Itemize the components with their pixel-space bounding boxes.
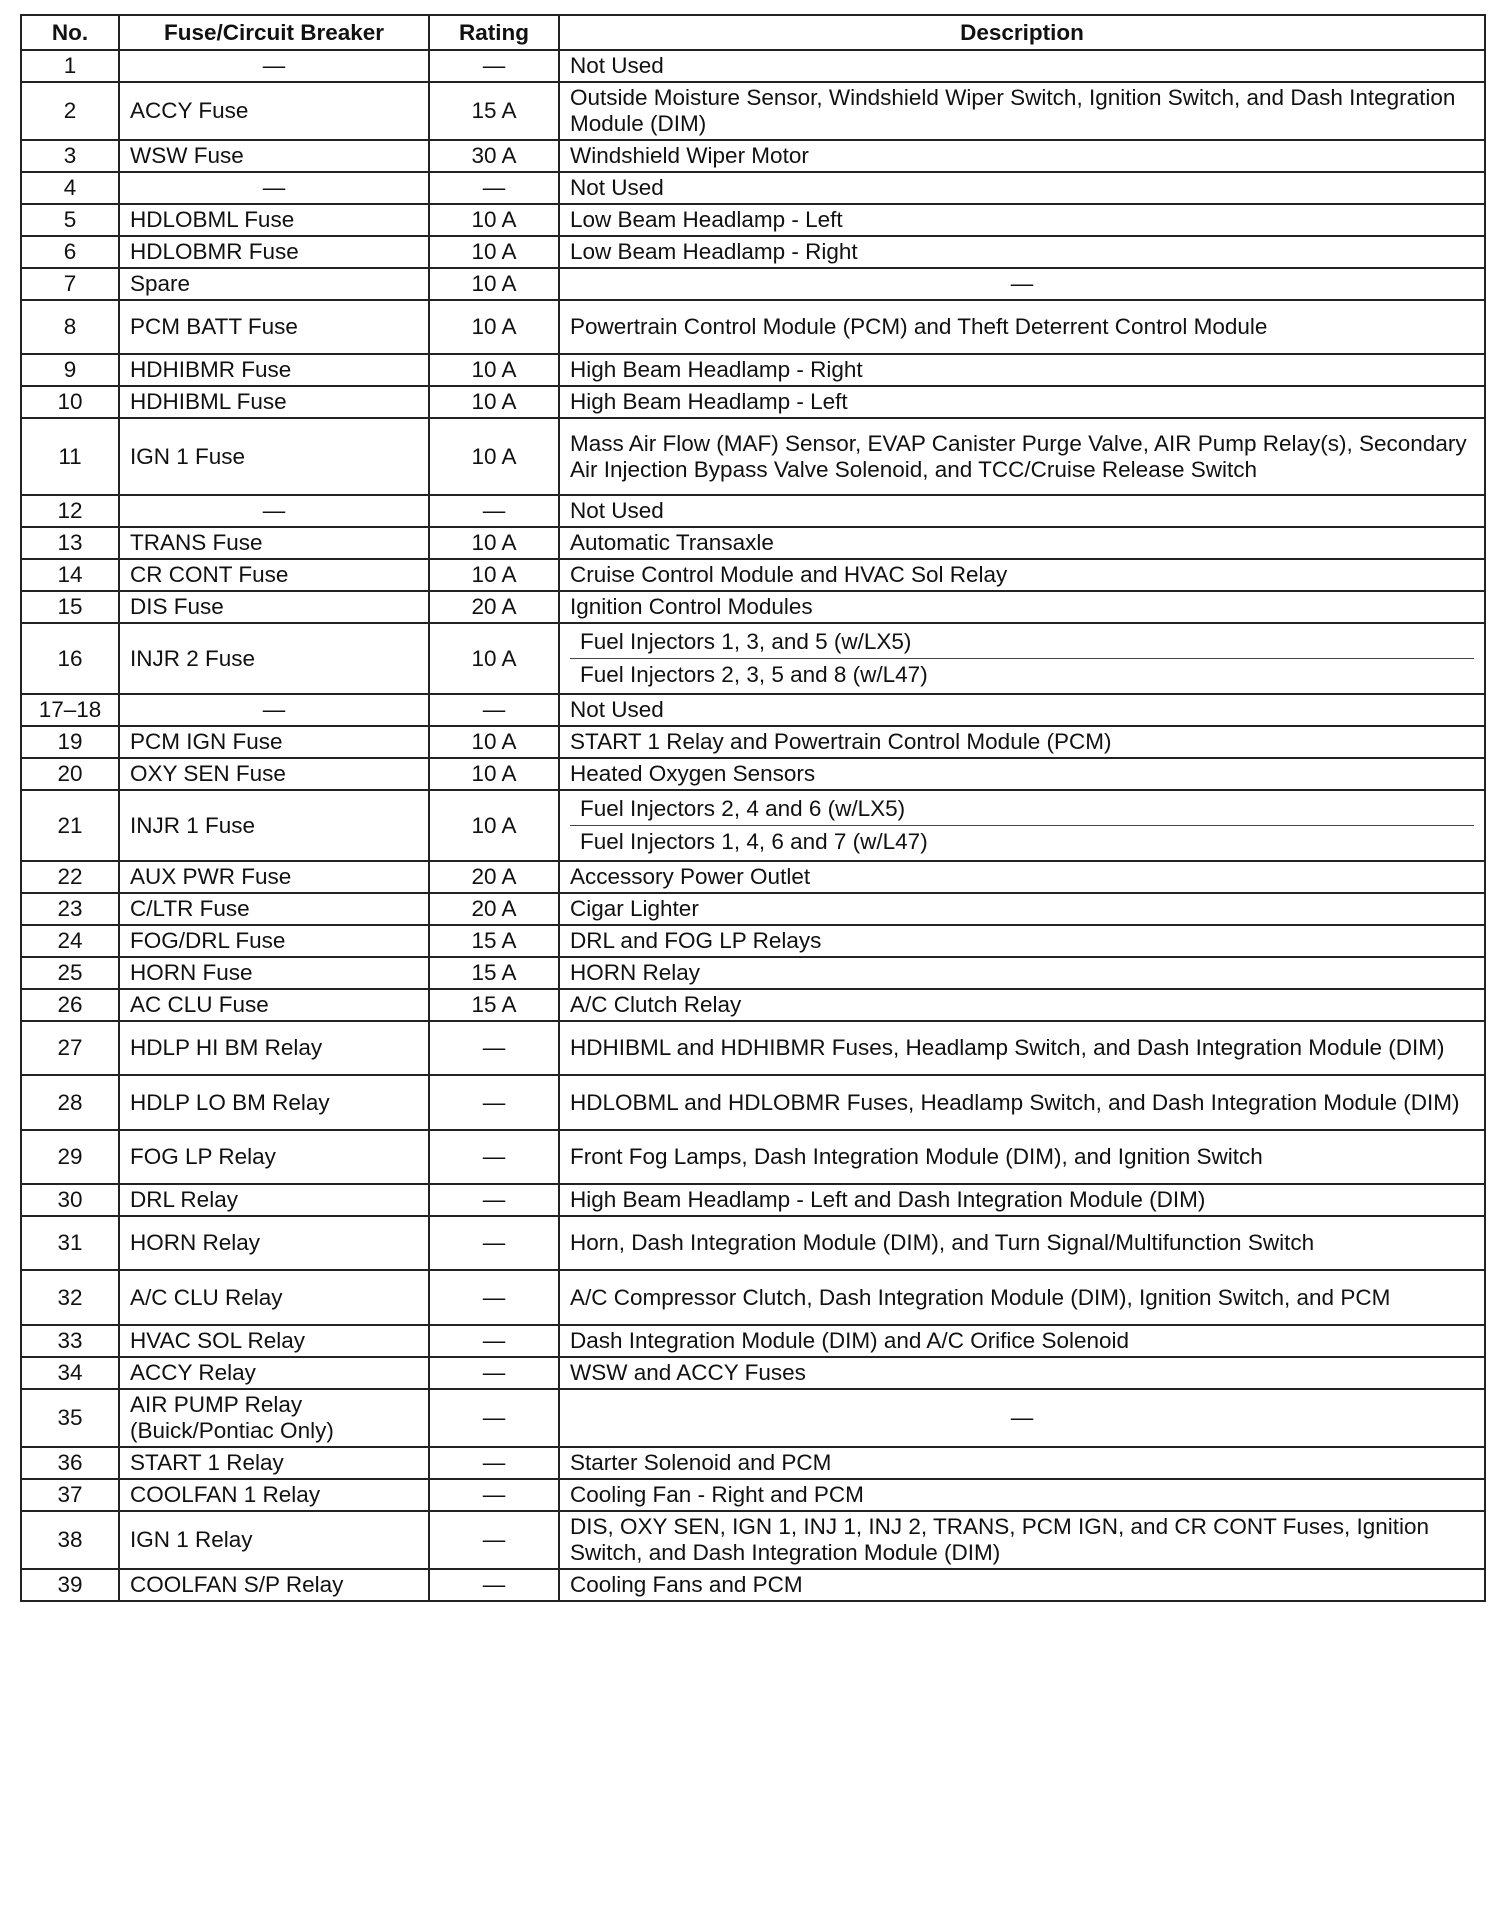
- cell-fuse: OXY SEN Fuse: [119, 758, 429, 790]
- table-row: [21, 418, 1485, 495]
- cell-fuse: PCM IGN Fuse: [119, 726, 429, 758]
- cell-fuse: FOG LP Relay: [119, 1130, 429, 1184]
- cell-description: Automatic Transaxle: [559, 527, 1485, 559]
- cell-no: 12: [21, 495, 119, 527]
- cell-rating: 10 A: [429, 418, 559, 495]
- cell-rating: 20 A: [429, 893, 559, 925]
- cell-rating: 15 A: [429, 989, 559, 1021]
- cell-no: 7: [21, 268, 119, 300]
- cell-rating: 10 A: [429, 623, 559, 694]
- cell-fuse: HDLP HI BM Relay: [119, 1021, 429, 1075]
- cell-no: 38: [21, 1511, 119, 1569]
- table-row: [21, 204, 1485, 236]
- cell-fuse: IGN 1 Fuse: [119, 418, 429, 495]
- description-line: Fuel Injectors 1, 3, and 5 (w/LX5): [580, 629, 912, 654]
- cell-fuse: COOLFAN S/P Relay: [119, 1569, 429, 1601]
- cell-no: 6: [21, 236, 119, 268]
- cell-description: Not Used: [559, 694, 1485, 726]
- cell-no: 13: [21, 527, 119, 559]
- cell-rating: 20 A: [429, 861, 559, 893]
- cell-fuse: —: [119, 172, 429, 204]
- cell-fuse: PCM BATT Fuse: [119, 300, 429, 354]
- cell-description: Heated Oxygen Sensors: [559, 758, 1485, 790]
- table-row: [21, 386, 1485, 418]
- table-row: [21, 1075, 1485, 1130]
- cell-no: 25: [21, 957, 119, 989]
- cell-no: 5: [21, 204, 119, 236]
- cell-no: 10: [21, 386, 119, 418]
- table-row: [21, 1270, 1485, 1325]
- cell-description: Cruise Control Module and HVAC Sol Relay: [559, 559, 1485, 591]
- cell-rating: 10 A: [429, 758, 559, 790]
- cell-no: 36: [21, 1447, 119, 1479]
- cell-rating: —: [429, 495, 559, 527]
- table-row: [21, 527, 1485, 559]
- table-body: [21, 50, 1485, 1601]
- cell-fuse: CR CONT Fuse: [119, 559, 429, 591]
- cell-rating: —: [429, 50, 559, 82]
- cell-fuse: A/C CLU Relay: [119, 1270, 429, 1325]
- cell-description: Ignition Control Modules: [559, 591, 1485, 623]
- cell-rating: 10 A: [429, 354, 559, 386]
- cell-description: Cooling Fan - Right and PCM: [559, 1479, 1485, 1511]
- cell-no: 35: [21, 1389, 119, 1447]
- cell-fuse: —: [119, 495, 429, 527]
- cell-fuse: INJR 1 Fuse: [119, 790, 429, 861]
- table-row: [21, 1184, 1485, 1216]
- table-row: [21, 300, 1485, 354]
- cell-description: Windshield Wiper Motor: [559, 140, 1485, 172]
- cell-rating: —: [429, 1325, 559, 1357]
- cell-fuse: ACCY Relay: [119, 1357, 429, 1389]
- cell-rating: 10 A: [429, 559, 559, 591]
- description-line: Fuel Injectors 2, 3, 5 and 8 (w/L47): [570, 658, 1474, 691]
- cell-no: 17–18: [21, 694, 119, 726]
- cell-fuse: INJR 2 Fuse: [119, 623, 429, 694]
- cell-no: 2: [21, 82, 119, 140]
- cell-no: 4: [21, 172, 119, 204]
- cell-description: START 1 Relay and Powertrain Control Module (PCM): [559, 726, 1485, 758]
- cell-description: Not Used: [559, 495, 1485, 527]
- header-rating: Rating: [429, 15, 559, 50]
- table-row: [21, 50, 1485, 82]
- cell-no: 30: [21, 1184, 119, 1216]
- cell-description: DRL and FOG LP Relays: [559, 925, 1485, 957]
- cell-fuse: HDHIBML Fuse: [119, 386, 429, 418]
- cell-rating: —: [429, 1511, 559, 1569]
- table-row: [21, 1130, 1485, 1184]
- cell-rating: —: [429, 1357, 559, 1389]
- cell-description: Dash Integration Module (DIM) and A/C Orifice Solenoid: [559, 1325, 1485, 1357]
- table-row: [21, 893, 1485, 925]
- cell-fuse: DIS Fuse: [119, 591, 429, 623]
- cell-description: Powertrain Control Module (PCM) and Theft Deterrent Control Module: [559, 300, 1485, 354]
- cell-rating: —: [429, 694, 559, 726]
- cell-no: 24: [21, 925, 119, 957]
- cell-description: A/C Compressor Clutch, Dash Integration Module (DIM), Ignition Switch, and PCM: [559, 1270, 1485, 1325]
- cell-rating: —: [429, 172, 559, 204]
- cell-fuse: HDLP LO BM Relay: [119, 1075, 429, 1130]
- cell-rating: 10 A: [429, 386, 559, 418]
- cell-fuse: IGN 1 Relay: [119, 1511, 429, 1569]
- cell-description: Horn, Dash Integration Module (DIM), and Turn Signal/Multifunction Switch: [559, 1216, 1485, 1270]
- header-no: No.: [21, 15, 119, 50]
- cell-description: Cigar Lighter: [559, 893, 1485, 925]
- cell-fuse: HDHIBMR Fuse: [119, 354, 429, 386]
- cell-rating: 10 A: [429, 527, 559, 559]
- cell-rating: —: [429, 1021, 559, 1075]
- cell-description: High Beam Headlamp - Right: [559, 354, 1485, 386]
- cell-rating: —: [429, 1075, 559, 1130]
- cell-fuse: ACCY Fuse: [119, 82, 429, 140]
- cell-no: 31: [21, 1216, 119, 1270]
- cell-rating: 10 A: [429, 268, 559, 300]
- cell-fuse: HORN Fuse: [119, 957, 429, 989]
- cell-no: 23: [21, 893, 119, 925]
- header-description: Description: [559, 15, 1485, 50]
- cell-no: 19: [21, 726, 119, 758]
- cell-description: [559, 623, 1485, 694]
- cell-rating: 10 A: [429, 790, 559, 861]
- description-line: Fuel Injectors 1, 4, 6 and 7 (w/L47): [570, 825, 1474, 858]
- table-row: [21, 82, 1485, 140]
- table-row: [21, 1447, 1485, 1479]
- table-row: [21, 354, 1485, 386]
- cell-fuse: —: [119, 694, 429, 726]
- table-row: [21, 726, 1485, 758]
- cell-no: 15: [21, 591, 119, 623]
- cell-description: Not Used: [559, 50, 1485, 82]
- cell-description: DIS, OXY SEN, IGN 1, INJ 1, INJ 2, TRANS, PCM IGN, and CR CONT Fuses, Ignition Switch, and Dash Integration Module (DIM): [559, 1511, 1485, 1569]
- cell-fuse: AIR PUMP Relay (Buick/Pontiac Only): [119, 1389, 429, 1447]
- cell-no: 11: [21, 418, 119, 495]
- table-row: [21, 172, 1485, 204]
- cell-description: A/C Clutch Relay: [559, 989, 1485, 1021]
- cell-rating: —: [429, 1270, 559, 1325]
- cell-rating: 15 A: [429, 957, 559, 989]
- cell-rating: —: [429, 1130, 559, 1184]
- table-row: [21, 790, 1485, 861]
- table-row: [21, 623, 1485, 694]
- table-row: [21, 268, 1485, 300]
- fuse-table: [20, 14, 1486, 1602]
- table-row: [21, 925, 1485, 957]
- cell-description: Starter Solenoid and PCM: [559, 1447, 1485, 1479]
- cell-rating: —: [429, 1479, 559, 1511]
- cell-description: Low Beam Headlamp - Right: [559, 236, 1485, 268]
- cell-description: Accessory Power Outlet: [559, 861, 1485, 893]
- cell-no: 20: [21, 758, 119, 790]
- cell-description: Low Beam Headlamp - Left: [559, 204, 1485, 236]
- header-row: [21, 15, 1485, 50]
- cell-fuse: HDLOBMR Fuse: [119, 236, 429, 268]
- cell-rating: 15 A: [429, 925, 559, 957]
- cell-description: —: [559, 268, 1485, 300]
- cell-no: 3: [21, 140, 119, 172]
- cell-description: HORN Relay: [559, 957, 1485, 989]
- cell-rating: 15 A: [429, 82, 559, 140]
- cell-fuse: C/LTR Fuse: [119, 893, 429, 925]
- cell-rating: 10 A: [429, 204, 559, 236]
- cell-no: 1: [21, 50, 119, 82]
- cell-description: [559, 790, 1485, 861]
- cell-no: 32: [21, 1270, 119, 1325]
- cell-description: High Beam Headlamp - Left and Dash Integration Module (DIM): [559, 1184, 1485, 1216]
- cell-rating: —: [429, 1569, 559, 1601]
- cell-rating: —: [429, 1389, 559, 1447]
- cell-no: 39: [21, 1569, 119, 1601]
- cell-no: 21: [21, 790, 119, 861]
- cell-fuse: FOG/DRL Fuse: [119, 925, 429, 957]
- cell-fuse: WSW Fuse: [119, 140, 429, 172]
- cell-rating: 10 A: [429, 726, 559, 758]
- table-row: [21, 1357, 1485, 1389]
- cell-fuse: TRANS Fuse: [119, 527, 429, 559]
- table-row: [21, 140, 1485, 172]
- table-row: [21, 495, 1485, 527]
- cell-rating: 30 A: [429, 140, 559, 172]
- cell-description: HDLOBML and HDLOBMR Fuses, Headlamp Switch, and Dash Integration Module (DIM): [559, 1075, 1485, 1130]
- cell-no: 27: [21, 1021, 119, 1075]
- cell-description: Cooling Fans and PCM: [559, 1569, 1485, 1601]
- cell-rating: —: [429, 1447, 559, 1479]
- table-row: [21, 957, 1485, 989]
- cell-fuse: AUX PWR Fuse: [119, 861, 429, 893]
- cell-description: Not Used: [559, 172, 1485, 204]
- cell-no: 9: [21, 354, 119, 386]
- cell-fuse: Spare: [119, 268, 429, 300]
- cell-rating: 20 A: [429, 591, 559, 623]
- cell-description: High Beam Headlamp - Left: [559, 386, 1485, 418]
- cell-rating: 10 A: [429, 236, 559, 268]
- cell-no: 29: [21, 1130, 119, 1184]
- description-line: Fuel Injectors 2, 4 and 6 (w/LX5): [580, 796, 906, 821]
- cell-fuse: AC CLU Fuse: [119, 989, 429, 1021]
- cell-no: 26: [21, 989, 119, 1021]
- cell-no: 14: [21, 559, 119, 591]
- cell-fuse: COOLFAN 1 Relay: [119, 1479, 429, 1511]
- table-row: [21, 1216, 1485, 1270]
- cell-no: 28: [21, 1075, 119, 1130]
- table-row: [21, 1479, 1485, 1511]
- cell-no: 37: [21, 1479, 119, 1511]
- cell-no: 33: [21, 1325, 119, 1357]
- cell-fuse: START 1 Relay: [119, 1447, 429, 1479]
- table-row: [21, 1511, 1485, 1569]
- table-row: [21, 559, 1485, 591]
- cell-no: 8: [21, 300, 119, 354]
- header-fuse: Fuse/Circuit Breaker: [119, 15, 429, 50]
- cell-no: 16: [21, 623, 119, 694]
- table-row: [21, 1021, 1485, 1075]
- table-row: [21, 236, 1485, 268]
- cell-fuse: HVAC SOL Relay: [119, 1325, 429, 1357]
- cell-fuse: DRL Relay: [119, 1184, 429, 1216]
- cell-fuse: HORN Relay: [119, 1216, 429, 1270]
- cell-no: 34: [21, 1357, 119, 1389]
- table-row: [21, 758, 1485, 790]
- table-row: [21, 1569, 1485, 1601]
- cell-description: Front Fog Lamps, Dash Integration Module (DIM), and Ignition Switch: [559, 1130, 1485, 1184]
- cell-rating: —: [429, 1184, 559, 1216]
- cell-rating: —: [429, 1216, 559, 1270]
- cell-description: WSW and ACCY Fuses: [559, 1357, 1485, 1389]
- cell-rating: 10 A: [429, 300, 559, 354]
- cell-description: HDHIBML and HDHIBMR Fuses, Headlamp Switch, and Dash Integration Module (DIM): [559, 1021, 1485, 1075]
- table-row: [21, 591, 1485, 623]
- table-row: [21, 694, 1485, 726]
- cell-description: Mass Air Flow (MAF) Sensor, EVAP Canister Purge Valve, AIR Pump Relay(s), Secondary Air Injection Bypass Valve Solenoid, and TCC/Cruise Release Switch: [559, 418, 1485, 495]
- cell-fuse: —: [119, 50, 429, 82]
- cell-fuse: HDLOBML Fuse: [119, 204, 429, 236]
- cell-description: —: [559, 1389, 1485, 1447]
- table-row: [21, 1325, 1485, 1357]
- table-row: [21, 861, 1485, 893]
- cell-no: 22: [21, 861, 119, 893]
- table-row: [21, 989, 1485, 1021]
- cell-description: Outside Moisture Sensor, Windshield Wiper Switch, Ignition Switch, and Dash Integration Module (DIM): [559, 82, 1485, 140]
- table-row: [21, 1389, 1485, 1447]
